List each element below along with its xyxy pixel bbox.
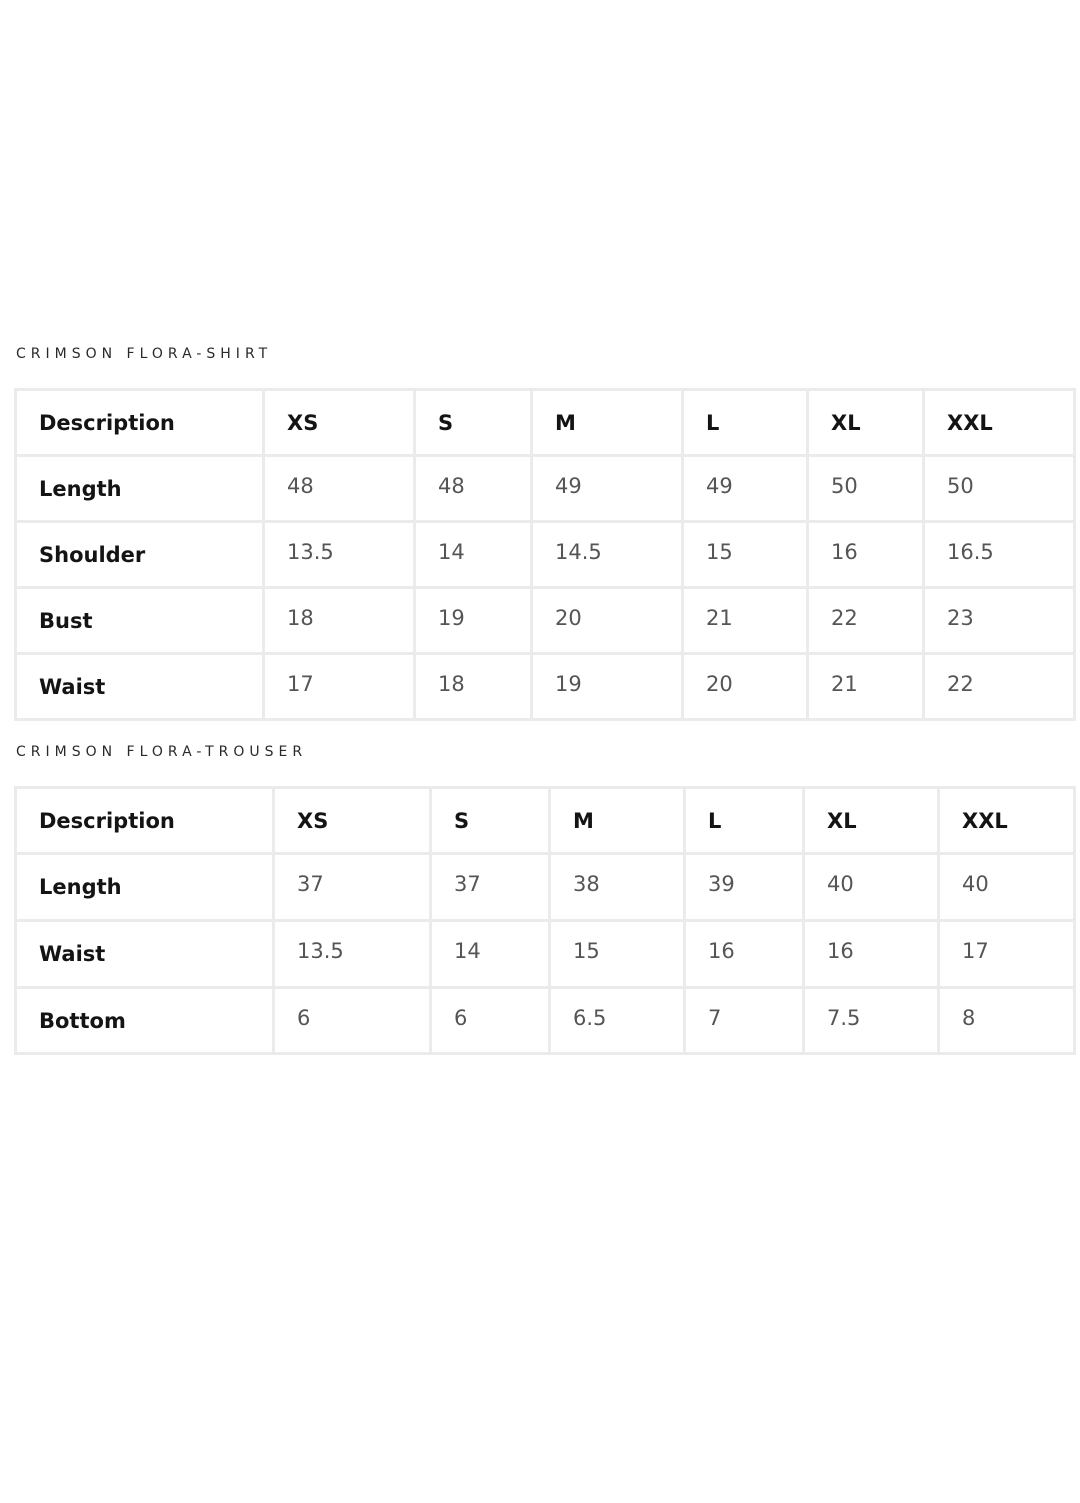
- table-row: [16, 654, 1075, 720]
- table-cell: [274, 854, 431, 921]
- table-cell: [685, 988, 804, 1054]
- header-size-xxl: XXL: [939, 788, 1075, 854]
- cell-value: 13.5: [297, 939, 344, 963]
- header-size-m: M: [550, 788, 685, 854]
- table-cell: [264, 456, 415, 522]
- header-size-m: M: [532, 390, 683, 456]
- header-size-s: S: [415, 390, 532, 456]
- cell-value: 50: [831, 473, 858, 498]
- cell-value: 48: [438, 473, 465, 498]
- header-description: Description: [16, 788, 274, 854]
- table-cell: [685, 854, 804, 921]
- cell-value: 37: [454, 872, 481, 896]
- table-cell: [550, 921, 685, 988]
- table-cell: [683, 522, 808, 588]
- cell-value: 49: [706, 473, 733, 498]
- header-size-xl: XL: [804, 788, 939, 854]
- cell-value: 40: [962, 872, 989, 896]
- table-cell: [808, 522, 924, 588]
- cell-value: 38: [573, 872, 600, 896]
- table-cell: [415, 654, 532, 720]
- table-cell: [804, 854, 939, 921]
- table-cell: [431, 854, 550, 921]
- table-cell: [431, 988, 550, 1054]
- table-header-row: [16, 788, 1075, 854]
- table-cell: [431, 921, 550, 988]
- trouser-table-title: CRIMSON FLORA-TROUSER: [16, 744, 308, 760]
- table-cell: [808, 588, 924, 654]
- header-size-l: L: [685, 788, 804, 854]
- table-cell: [415, 588, 532, 654]
- table-cell: [804, 988, 939, 1054]
- table-cell: [924, 588, 1075, 654]
- table-cell: [924, 522, 1075, 588]
- table-cell: [939, 854, 1075, 921]
- cell-value: 37: [297, 872, 324, 896]
- cell-value: 23: [947, 605, 974, 630]
- row-label: Length: [16, 854, 274, 921]
- cell-value: 16: [708, 939, 735, 963]
- cell-value: 19: [555, 671, 582, 696]
- table-cell: [550, 854, 685, 921]
- table-cell: [939, 921, 1075, 988]
- table-cell: [415, 456, 532, 522]
- cell-value: 6: [454, 1005, 468, 1030]
- table-row: [16, 588, 1075, 654]
- cell-value: 49: [555, 473, 582, 498]
- cell-value: 8: [962, 1005, 976, 1030]
- header-size-l: L: [683, 390, 808, 456]
- shirt-table-title: CRIMSON FLORA-SHIRT: [16, 346, 273, 362]
- table-cell: [274, 921, 431, 988]
- header-size-s: S: [431, 788, 550, 854]
- cell-value: 22: [947, 671, 974, 696]
- row-label: Bottom: [16, 988, 274, 1054]
- cell-value: 14: [454, 939, 481, 963]
- cell-value: 7.5: [827, 1005, 861, 1030]
- header-size-xl: XL: [808, 390, 924, 456]
- cell-value: 48: [287, 473, 314, 498]
- cell-value: 19: [438, 605, 465, 630]
- cell-value: 21: [706, 605, 733, 630]
- table-cell: [550, 988, 685, 1054]
- row-label: Waist: [16, 654, 264, 720]
- table-cell: [808, 456, 924, 522]
- table-cell: [924, 456, 1075, 522]
- table-cell: [274, 988, 431, 1054]
- table-cell: [808, 654, 924, 720]
- table-cell: [683, 654, 808, 720]
- shirt-size-table: [14, 388, 1076, 721]
- row-label: Length: [16, 456, 264, 522]
- cell-value: 16.5: [947, 539, 994, 564]
- cell-value: 14.5: [555, 539, 602, 564]
- cell-value: 14: [438, 539, 465, 564]
- table-cell: [683, 456, 808, 522]
- row-label: Bust: [16, 588, 264, 654]
- table-cell: [415, 522, 532, 588]
- table-row: [16, 456, 1075, 522]
- trouser-size-table: [14, 786, 1076, 1055]
- cell-value: 20: [555, 605, 582, 630]
- table-cell: [924, 654, 1075, 720]
- cell-value: 13.5: [287, 539, 334, 564]
- table-row: [16, 988, 1075, 1054]
- table-cell: [532, 522, 683, 588]
- table-cell: [532, 654, 683, 720]
- row-label: Shoulder: [16, 522, 264, 588]
- cell-value: 15: [573, 939, 600, 963]
- cell-value: 18: [287, 605, 314, 630]
- cell-value: 6: [297, 1005, 311, 1030]
- cell-value: 17: [962, 939, 989, 963]
- table-cell: [264, 588, 415, 654]
- table-row: [16, 522, 1075, 588]
- table-cell: [264, 654, 415, 720]
- header-description: Description: [16, 390, 264, 456]
- cell-value: 16: [827, 939, 854, 963]
- row-label: Waist: [16, 921, 274, 988]
- table-cell: [685, 921, 804, 988]
- cell-value: 40: [827, 872, 854, 896]
- table-header-row: [16, 390, 1075, 456]
- header-size-xs: XS: [264, 390, 415, 456]
- cell-value: 20: [706, 671, 733, 696]
- table-cell: [264, 522, 415, 588]
- header-size-xs: XS: [274, 788, 431, 854]
- table-cell: [532, 588, 683, 654]
- cell-value: 7: [708, 1005, 722, 1030]
- cell-value: 39: [708, 872, 735, 896]
- cell-value: 18: [438, 671, 465, 696]
- table-cell: [804, 921, 939, 988]
- table-row: [16, 921, 1075, 988]
- cell-value: 50: [947, 473, 974, 498]
- header-size-xxl: XXL: [924, 390, 1075, 456]
- table-cell: [683, 588, 808, 654]
- cell-value: 17: [287, 671, 314, 696]
- table-row: [16, 854, 1075, 921]
- cell-value: 22: [831, 605, 858, 630]
- cell-value: 15: [706, 539, 733, 564]
- table-cell: [939, 988, 1075, 1054]
- cell-value: 16: [831, 539, 858, 564]
- cell-value: 21: [831, 671, 858, 696]
- table-cell: [532, 456, 683, 522]
- cell-value: 6.5: [573, 1005, 607, 1030]
